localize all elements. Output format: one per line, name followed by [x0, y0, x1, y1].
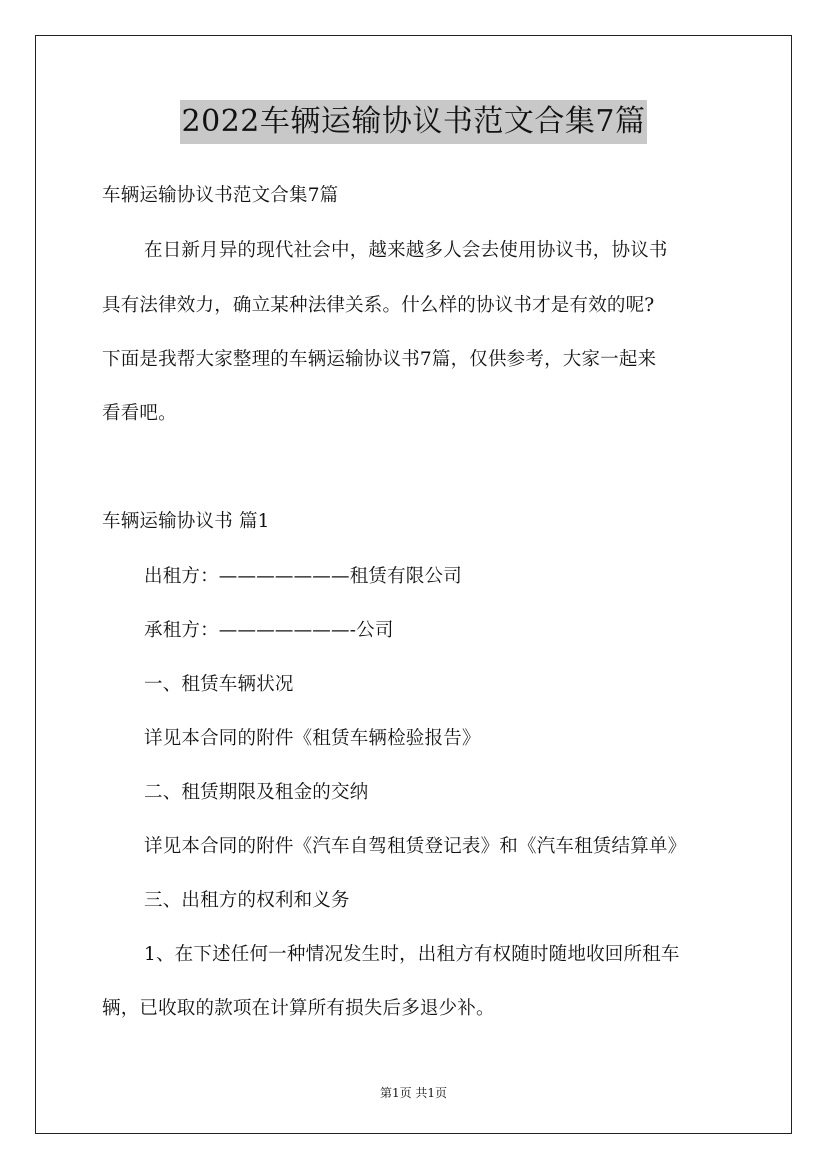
paragraph-line: 下面是我帮大家整理的车辆运输协议书7篇，仅供参考，大家一起来 [102, 349, 657, 370]
section-heading: 车辆运输协议书 篇1 [102, 511, 270, 532]
paragraph-line: 在日新月异的现代社会中，越来越多人会去使用协议书，协议书 [144, 240, 668, 261]
subtitle-line: 车辆运输协议书范文合集7篇 [102, 185, 339, 206]
document-title: 2022车辆运输协议书范文合集7篇 [180, 100, 648, 144]
clause-text: 详见本合同的附件《租赁车辆检验报告》 [144, 728, 481, 749]
clause-heading: 三、出租方的权利和义务 [144, 890, 350, 911]
clause-heading: 一、租赁车辆状况 [144, 674, 294, 695]
clause-text: 1、在下述任何一种情况发生时，出租方有权随时随地收回所租车 [144, 944, 680, 965]
clause-text: 辆，已收取的款项在计算所有损失后多退少补。 [102, 998, 495, 1019]
paragraph-line: 看看吧。 [102, 403, 177, 424]
lessee-line: 承租方：———————-公司 [144, 620, 394, 641]
lessor-line: 出租方：———————租赁有限公司 [144, 566, 462, 587]
clause-text: 详见本合同的附件《汽车自驾租赁登记表》和《汽车租赁结算单》 [144, 836, 687, 857]
paragraph-line: 具有法律效力，确立某种法律关系。什么样的协议书才是有效的呢? [102, 295, 655, 316]
page-footer: 第1页 共1页 [379, 1086, 448, 1100]
clause-heading: 二、租赁期限及租金的交纳 [144, 782, 369, 803]
